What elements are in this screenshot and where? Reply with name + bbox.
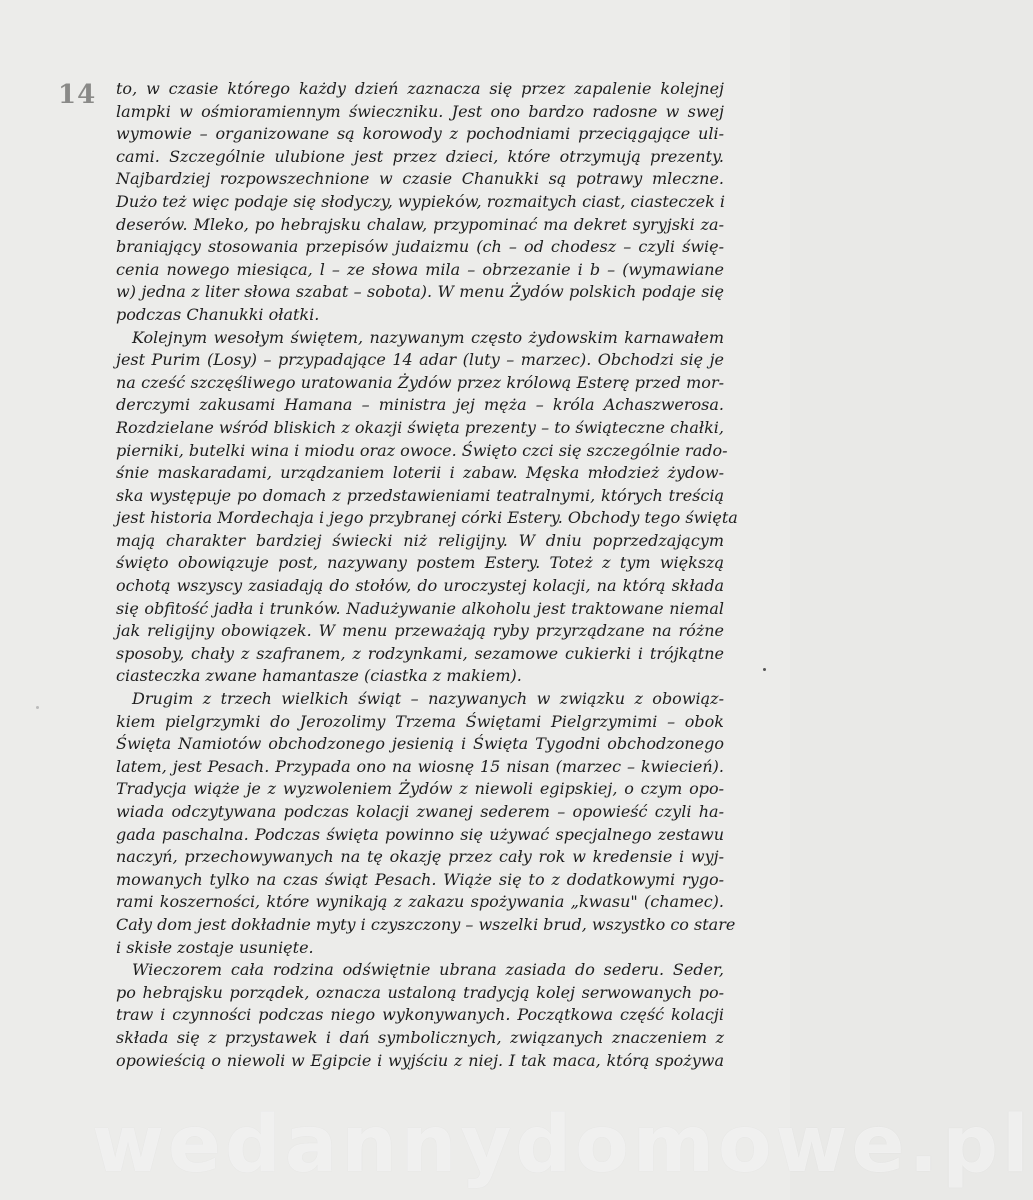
text-line: latem, jest Pesach. Przypada ono na wiosnę 15 nisan (marzec – kwiecień). xyxy=(116,756,724,776)
page-number: 14 xyxy=(58,80,97,110)
text-line: podczas Chanukki ołatki. xyxy=(116,304,320,324)
text-line: naczyń, przechowywanych na tę okazję przez cały rok w kredensie i wyj- xyxy=(116,847,724,867)
text-line: to, w czasie którego każdy dzień zaznacza się przez zapalenie kolejnej xyxy=(116,79,724,98)
text-line: składa się z przystawek i dań symbolicznych, związanych znaczeniem z xyxy=(116,1027,724,1047)
text-line: po hebrajsku porządek, oznacza ustaloną tradycją kolej serwowanych po- xyxy=(116,982,724,1002)
text-line: jest historia Mordechaja i jego przybranej córki Estery. Obchody tego święta xyxy=(116,508,738,528)
text-line: ciasteczka zwane hamantasze (ciastka z makiem). xyxy=(116,666,522,686)
text-line: jak religijny obowiązek. W menu przeważają ryby przyrządzane na różne xyxy=(116,621,724,641)
text-line: ska występuje po domach z przedstawieniami teatralnymi, których treścią xyxy=(116,485,724,505)
text-line: mają charakter bardziej świecki niż religijny. W dniu poprzedzającym xyxy=(116,530,724,550)
text-line: gada paschalna. Podczas święta powinno się używać specjalnego zestawu xyxy=(116,824,724,844)
text-line: Kolejnym wesołym świętem, nazywanym często żydowskim karnawałem xyxy=(132,327,724,347)
text-line: Najbardziej rozpowszechnione w czasie Chanukki są potrawy mleczne. xyxy=(116,169,724,189)
text-line: Tradycja wiąże je z wyzwoleniem Żydów z niewoli egipskiej, o czym opo- xyxy=(116,779,724,799)
text-line: cenia nowego miesiąca, l – ze słowa mila – obrzezanie i b – (wymawiane xyxy=(116,259,724,279)
text-line: Drugim z trzech wielkich świąt – nazywanych w związku z obowiąz- xyxy=(132,689,724,709)
body-text xyxy=(116,78,738,1072)
text-line: opowieścią o niewoli w Egipcie i wyjściu z niej. I tak maca, którą spożywa xyxy=(116,1050,724,1070)
text-line: pierniki, butelki wina i miodu oraz owoce. Święto czci się szczególnie rado- xyxy=(116,440,728,460)
text-line: się obfitość jadła i trunków. Nadużywanie alkoholu jest traktowane niemal xyxy=(116,598,724,618)
speck xyxy=(763,668,766,671)
text-line: lampki w ośmioramiennym świeczniku. Jest ono bardzo radosne w swej xyxy=(116,101,724,121)
text-line: na cześć szczęśliwego uratowania Żydów przez królową Esterę przed mor- xyxy=(116,372,724,392)
text-line: Cały dom jest dokładnie myty i czyszczony – wszelki brud, wszystko co stare xyxy=(116,914,736,934)
text-line: i skisłe zostaje usunięte. xyxy=(116,937,314,957)
text-line: Święta Namiotów obchodzonego jesienią i Święta Tygodni obchodzonego xyxy=(116,734,724,754)
text-line: mowanych tylko na czas świąt Pesach. Wiąże się to z dodatkowymi rygo- xyxy=(116,869,724,889)
speck xyxy=(36,706,39,709)
text-line: ochotą wszyscy zasiadają do stołów, do uroczystej kolacji, na którą składa xyxy=(116,576,724,596)
text-line: Rozdzielane wśród bliskich z okazji święta prezenty – to świąteczne chałki, xyxy=(116,417,724,437)
text-line: Dużo też więc podaje się słodyczy, wypieków, rozmaitych ciast, ciasteczek i xyxy=(116,191,725,211)
text-line: jest Purim (Losy) – przypadające 14 adar (luty – marzec). Obchodzi się je xyxy=(116,350,724,370)
text-line: wymowie – organizowane są korowody z pochodniami przeciągające uli- xyxy=(116,124,724,144)
text-line: w) jedna z liter słowa szabat – sobota). W menu Żydów polskich podaje się xyxy=(116,282,724,302)
text-line: wiada odczytywana podczas kolacji zwanej sederem – opowieść czyli ha- xyxy=(116,802,724,821)
text-line: derczymi zakusami Hamana – ministra jej męża – króla Achaszwerosa. xyxy=(116,395,724,415)
text-line: cami. Szczególnie ulubione jest przez dzieci, które otrzymują prezenty. xyxy=(116,146,724,166)
watermark: wedannydomowe.pl xyxy=(92,1100,1033,1190)
text-line: sposoby, chały z szafranem, z rodzynkami, sezamowe cukierki i trójkątne xyxy=(116,643,724,663)
text-line: braniający stosowania przepisów judaizmu (ch – od chodesz – czyli świę- xyxy=(116,237,724,257)
text-line: traw i czynności podczas niego wykonywanych. Początkowa część kolacji xyxy=(116,1005,724,1025)
text-line: deserów. Mleko, po hebrajsku chalaw, przypominać ma dekret syryjski za- xyxy=(116,214,724,234)
text-line: Wieczorem cała rodzina odświętnie ubrana zasiada do sederu. Seder, xyxy=(132,960,724,980)
text-line: śnie maskaradami, urządzaniem loterii i zabaw. Męska młodzież żydow- xyxy=(116,463,724,483)
text-line: rami koszerności, które wynikają z zakazu spożywania „kwasu" (chamec). xyxy=(116,892,724,912)
text-line: święto obowiązuje post, nazywany postem Estery. Toteż z tym większą xyxy=(116,553,724,573)
text-line: kiem pielgrzymki do Jerozolimy Trzema Świętami Pielgrzymimi – obok xyxy=(116,711,724,731)
